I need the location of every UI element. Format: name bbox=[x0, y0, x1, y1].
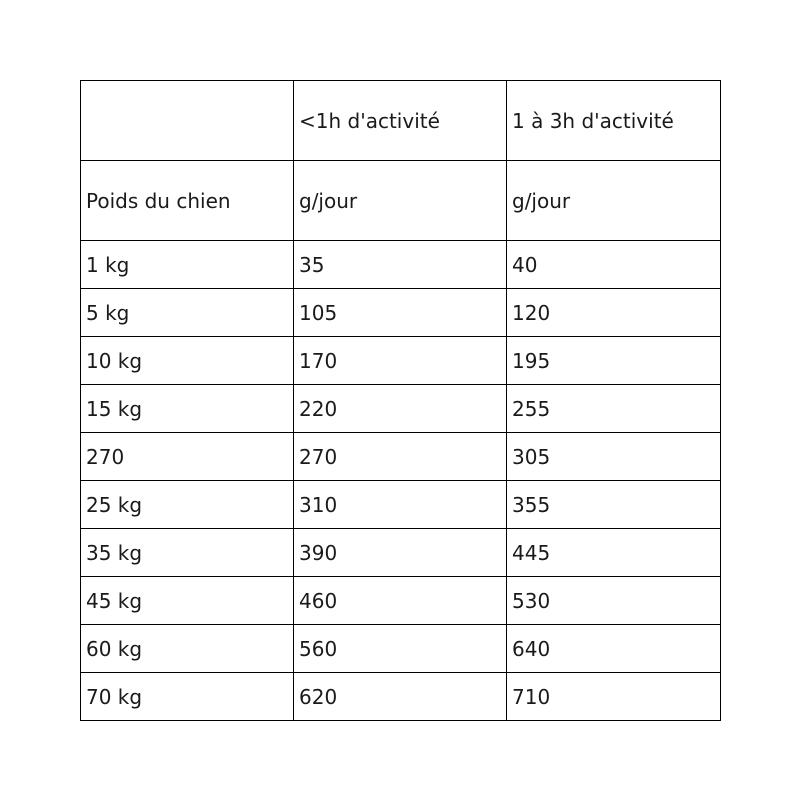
table-row bbox=[81, 385, 721, 433]
units-header-row bbox=[81, 161, 721, 241]
table-row bbox=[81, 625, 721, 673]
weight-cell: 70 kg bbox=[81, 673, 294, 721]
column-header-dog-weight: Poids du chien bbox=[81, 161, 294, 241]
value-cell: 270 bbox=[294, 433, 507, 481]
weight-cell: 45 kg bbox=[81, 577, 294, 625]
activity-header-row bbox=[81, 81, 721, 161]
weight-cell: 15 kg bbox=[81, 385, 294, 433]
value-cell: 560 bbox=[294, 625, 507, 673]
table-row bbox=[81, 337, 721, 385]
weight-cell: 60 kg bbox=[81, 625, 294, 673]
table-row bbox=[81, 577, 721, 625]
table-row bbox=[81, 433, 721, 481]
unit-cell: g/jour bbox=[294, 161, 507, 241]
weight-cell: 35 kg bbox=[81, 529, 294, 577]
value-cell: 255 bbox=[507, 385, 721, 433]
value-cell: 40 bbox=[507, 241, 721, 289]
value-cell: 170 bbox=[294, 337, 507, 385]
corner-cell bbox=[81, 81, 294, 161]
value-cell: 710 bbox=[507, 673, 721, 721]
table-row bbox=[81, 673, 721, 721]
value-cell: 355 bbox=[507, 481, 721, 529]
weight-cell: 5 kg bbox=[81, 289, 294, 337]
weight-cell: 10 kg bbox=[81, 337, 294, 385]
table-row bbox=[81, 241, 721, 289]
value-cell: 305 bbox=[507, 433, 721, 481]
value-cell: 530 bbox=[507, 577, 721, 625]
value-cell: 445 bbox=[507, 529, 721, 577]
value-cell: 220 bbox=[294, 385, 507, 433]
table-row bbox=[81, 481, 721, 529]
weight-cell: 270 bbox=[81, 433, 294, 481]
value-cell: 310 bbox=[294, 481, 507, 529]
value-cell: 620 bbox=[294, 673, 507, 721]
value-cell: 640 bbox=[507, 625, 721, 673]
column-header-medium-activity: 1 à 3h d'activité bbox=[507, 81, 721, 161]
value-cell: 35 bbox=[294, 241, 507, 289]
value-cell: 390 bbox=[294, 529, 507, 577]
column-header-low-activity: <1h d'activité bbox=[294, 81, 507, 161]
weight-cell: 1 kg bbox=[81, 241, 294, 289]
value-cell: 120 bbox=[507, 289, 721, 337]
value-cell: 460 bbox=[294, 577, 507, 625]
dog-food-ration-table bbox=[80, 80, 721, 721]
table-row bbox=[81, 529, 721, 577]
value-cell: 195 bbox=[507, 337, 721, 385]
weight-cell: 25 kg bbox=[81, 481, 294, 529]
value-cell: 105 bbox=[294, 289, 507, 337]
unit-cell: g/jour bbox=[507, 161, 721, 241]
table-row bbox=[81, 289, 721, 337]
